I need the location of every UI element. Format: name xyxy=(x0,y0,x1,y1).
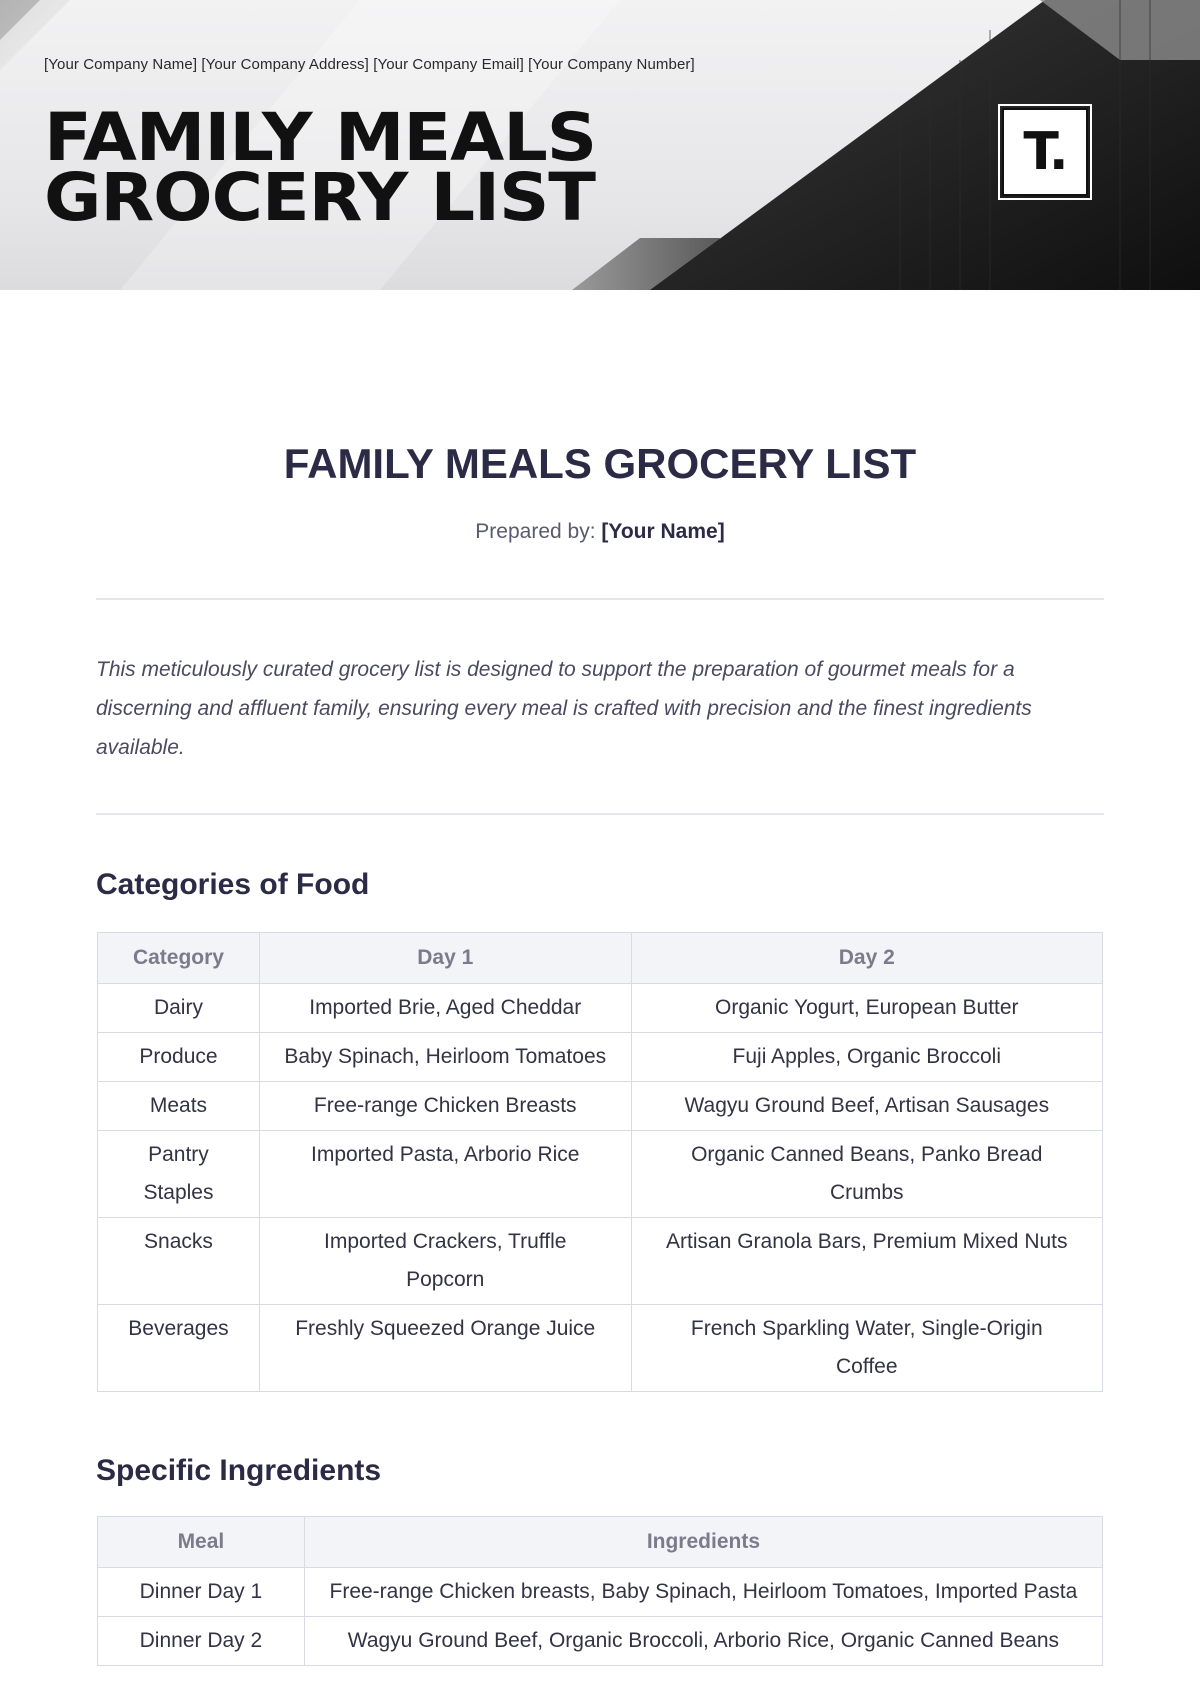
section-title-ingredients: Specific Ingredients xyxy=(96,1454,382,1487)
prepared-by xyxy=(0,520,1200,544)
divider xyxy=(96,598,1104,600)
day2-cell: Organic Canned Beans, Panko Bread Crumbs xyxy=(631,1131,1102,1218)
banner-title xyxy=(44,99,597,236)
ingredients-cell: Free-range Chicken breasts, Baby Spinach, Heirloom Tomatoes, Imported Pasta xyxy=(304,1568,1102,1617)
table-row xyxy=(98,1617,1103,1666)
day2-cell: Fuji Apples, Organic Broccoli xyxy=(631,1033,1102,1082)
day1-cell: Freshly Squeezed Orange Juice xyxy=(259,1305,631,1392)
ingredients-cell: Wagyu Ground Beef, Organic Broccoli, Arborio Rice, Organic Canned Beans xyxy=(304,1617,1102,1666)
table-header-row xyxy=(98,1517,1103,1568)
day1-cell: Imported Pasta, Arborio Rice xyxy=(259,1131,631,1218)
day1-cell: Imported Crackers, Truffle Popcorn xyxy=(259,1218,631,1305)
day2-cell: Organic Yogurt, European Butter xyxy=(631,984,1102,1033)
column-header: Day 1 xyxy=(259,933,631,984)
day1-cell: Baby Spinach, Heirloom Tomatoes xyxy=(259,1033,631,1082)
day2-cell: Wagyu Ground Beef, Artisan Sausages xyxy=(631,1082,1102,1131)
column-header: Meal xyxy=(98,1517,305,1568)
category-cell: Meats xyxy=(98,1082,260,1131)
banner-title-line2: GROCERY LIST xyxy=(44,159,595,236)
category-cell: Pantry Staples xyxy=(98,1131,260,1218)
day1-cell: Free-range Chicken Breasts xyxy=(259,1082,631,1131)
ingredients-table xyxy=(97,1516,1103,1666)
table-row xyxy=(98,1568,1103,1617)
table-row xyxy=(98,1082,1103,1131)
header-banner xyxy=(0,0,1200,290)
banner-title-line1: FAMILY MEALS xyxy=(44,99,597,176)
category-cell: Produce xyxy=(98,1033,260,1082)
table-row xyxy=(98,1033,1103,1082)
day2-cell: French Sparkling Water, Single-Origin Coffee xyxy=(631,1305,1102,1392)
table-header-row xyxy=(98,933,1103,984)
page-title: FAMILY MEALS GROCERY LIST xyxy=(283,440,917,487)
column-header: Category xyxy=(98,933,260,984)
prepared-name: [Your Name] xyxy=(601,520,725,543)
company-logo xyxy=(1002,108,1088,196)
table-row xyxy=(98,1218,1103,1305)
company-info: [Your Company Name] [Your Company Address] [Your Company Email] [Your Company Number] xyxy=(44,56,695,73)
column-header: Day 2 xyxy=(631,933,1102,984)
day1-cell: Imported Brie, Aged Cheddar xyxy=(259,984,631,1033)
category-cell: Beverages xyxy=(98,1305,260,1392)
table-row xyxy=(98,1131,1103,1218)
meal-cell: Dinner Day 2 xyxy=(98,1617,305,1666)
divider xyxy=(96,813,1104,815)
table-row xyxy=(98,1305,1103,1392)
meal-cell: Dinner Day 1 xyxy=(98,1568,305,1617)
prepared-label: Prepared by: xyxy=(475,520,596,543)
category-cell: Dairy xyxy=(98,984,260,1033)
category-cell: Snacks xyxy=(98,1218,260,1305)
intro-paragraph: This meticulously curated grocery list is designed to support the preparation of gourmet meals for a discerning and affluent family, ensuring every meal is crafted with precision and the finest ingredients available. xyxy=(96,658,1032,759)
logo-text: T. xyxy=(1023,122,1067,182)
column-header: Ingredients xyxy=(304,1517,1102,1568)
categories-table xyxy=(97,932,1103,1392)
day2-cell: Artisan Granola Bars, Premium Mixed Nuts xyxy=(631,1218,1102,1305)
section-title-categories: Categories of Food xyxy=(96,868,370,901)
table-row xyxy=(98,984,1103,1033)
